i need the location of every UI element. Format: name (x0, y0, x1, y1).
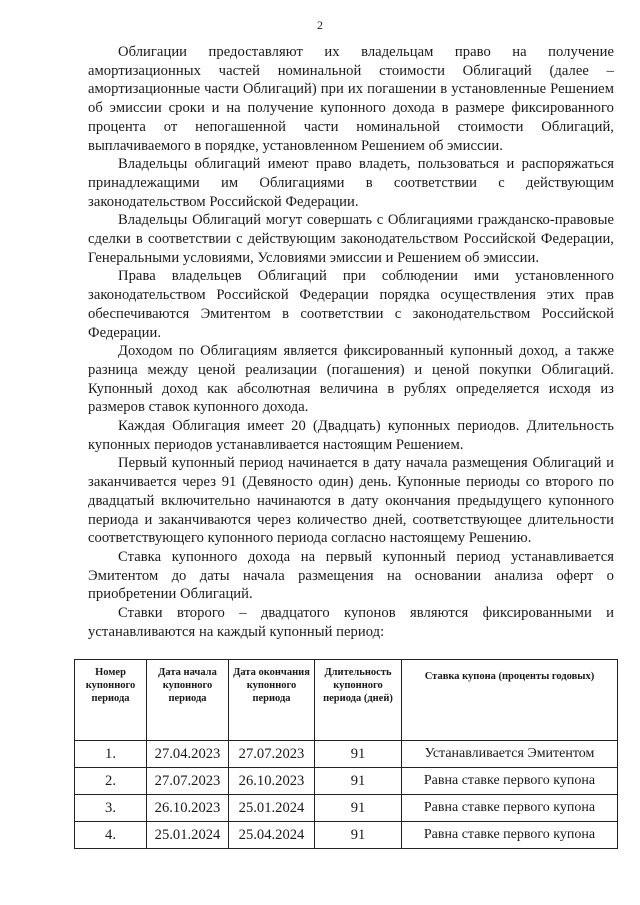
cell-coupon-rate: Равна ставке первого купона (402, 795, 618, 822)
table-header-row (75, 660, 618, 741)
cell-start-date: 27.04.2023 (147, 741, 229, 768)
cell-period-number: 1. (75, 741, 147, 768)
cell-period-number: 2. (75, 768, 147, 795)
body-text (88, 43, 614, 642)
cell-duration: 91 (315, 795, 402, 822)
table-row (75, 768, 618, 795)
cell-duration: 91 (315, 741, 402, 768)
paragraph: Каждая Облигация имеет 20 (Двадцать) купонных периодов. Длительность купонных периодов устанавливается настоящим Решением. (88, 418, 614, 453)
cell-duration: 91 (315, 768, 402, 795)
cell-coupon-rate: Устанавливается Эмитентом (402, 741, 618, 768)
paragraph: Владельцы облигаций имеют право владеть, пользоваться и распоряжаться принадлежащими им Облигациями в соответствии с действующим законодательством Российской Федерации. (88, 156, 614, 210)
cell-period-number: 3. (75, 795, 147, 822)
cell-coupon-rate: Равна ставке первого купона (402, 768, 618, 795)
header-duration: Длительность купонного периода (дней) (315, 660, 402, 741)
cell-coupon-rate: Равна ставке первого купона (402, 822, 618, 849)
cell-end-date: 25.04.2024 (229, 822, 315, 849)
header-end-date: Дата окончания купонного периода (229, 660, 315, 741)
cell-period-number: 4. (75, 822, 147, 849)
cell-start-date: 25.01.2024 (147, 822, 229, 849)
paragraph: Владельцы Облигаций могут совершать с Облигациями гражданско-правовые сделки в соответствии с действующим законодательством Российской Федерации, Генеральными условиями, Условиями эмиссии и Решением об эмиссии. (88, 212, 614, 266)
table-row (75, 822, 618, 849)
cell-end-date: 25.01.2024 (229, 795, 315, 822)
paragraph: Ставки второго – двадцатого купонов являются фиксированными и устанавливаются на каждый купонный период: (88, 605, 614, 640)
cell-duration: 91 (315, 822, 402, 849)
cell-start-date: 27.07.2023 (147, 768, 229, 795)
paragraph: Ставка купонного дохода на первый купонный период устанавливается Эмитентом до даты начала размещения на основании анализа оферт о приобретении Облигаций. (88, 548, 614, 603)
coupon-table (74, 659, 618, 849)
header-start-date: Дата начала купонного периода (147, 660, 229, 741)
cell-end-date: 27.07.2023 (229, 741, 315, 768)
cell-end-date: 26.10.2023 (229, 768, 315, 795)
cell-start-date: 26.10.2023 (147, 795, 229, 822)
page-number: 2 (317, 18, 323, 32)
paragraph: Доходом по Облигациям является фиксированный купонный доход, а также разница между ценой реализации (погашения) и ценой покупки Облигаций. Купонный доход как абсолютная величина в рублях определяется исходя из размеров ставок купонного дохода. (88, 343, 614, 416)
table-row (75, 795, 618, 822)
table-row (75, 741, 618, 768)
header-period-number: Номер купонного периода (75, 660, 147, 741)
paragraph: Облигации предоставляют их владельцам право на получение амортизационных частей номинальной стоимости Облигаций (далее – амортизационные части Облигаций) при их погашении в установленные Решением об эмиссии сроки и на получение купонного дохода в размере фиксированного процента от непогашенной части номинальной стоимости Облигаций, выплачиваемого в порядке, установленном Решением об эмиссии. (88, 44, 614, 154)
paragraph: Права владельцев Облигаций при соблюдении ими установленного законодательством Российской Федерации порядка осуществления этих прав обеспечиваются Эмитентом в соответствии с законодательством Российской Федерации. (88, 268, 614, 341)
paragraph: Первый купонный период начинается в дату начала размещения Облигаций и заканчивается через 91 (Девяносто один) день. Купонные периоды со второго по двадцатый включительно начинаются в дату окончания предыдущего купонного периода и заканчиваются через количество дней, соответствующее длительности соответствующего купонного периода согласно настоящему Решению. (88, 455, 614, 547)
header-coupon-rate: Ставка купона (проценты годовых) (402, 660, 618, 741)
